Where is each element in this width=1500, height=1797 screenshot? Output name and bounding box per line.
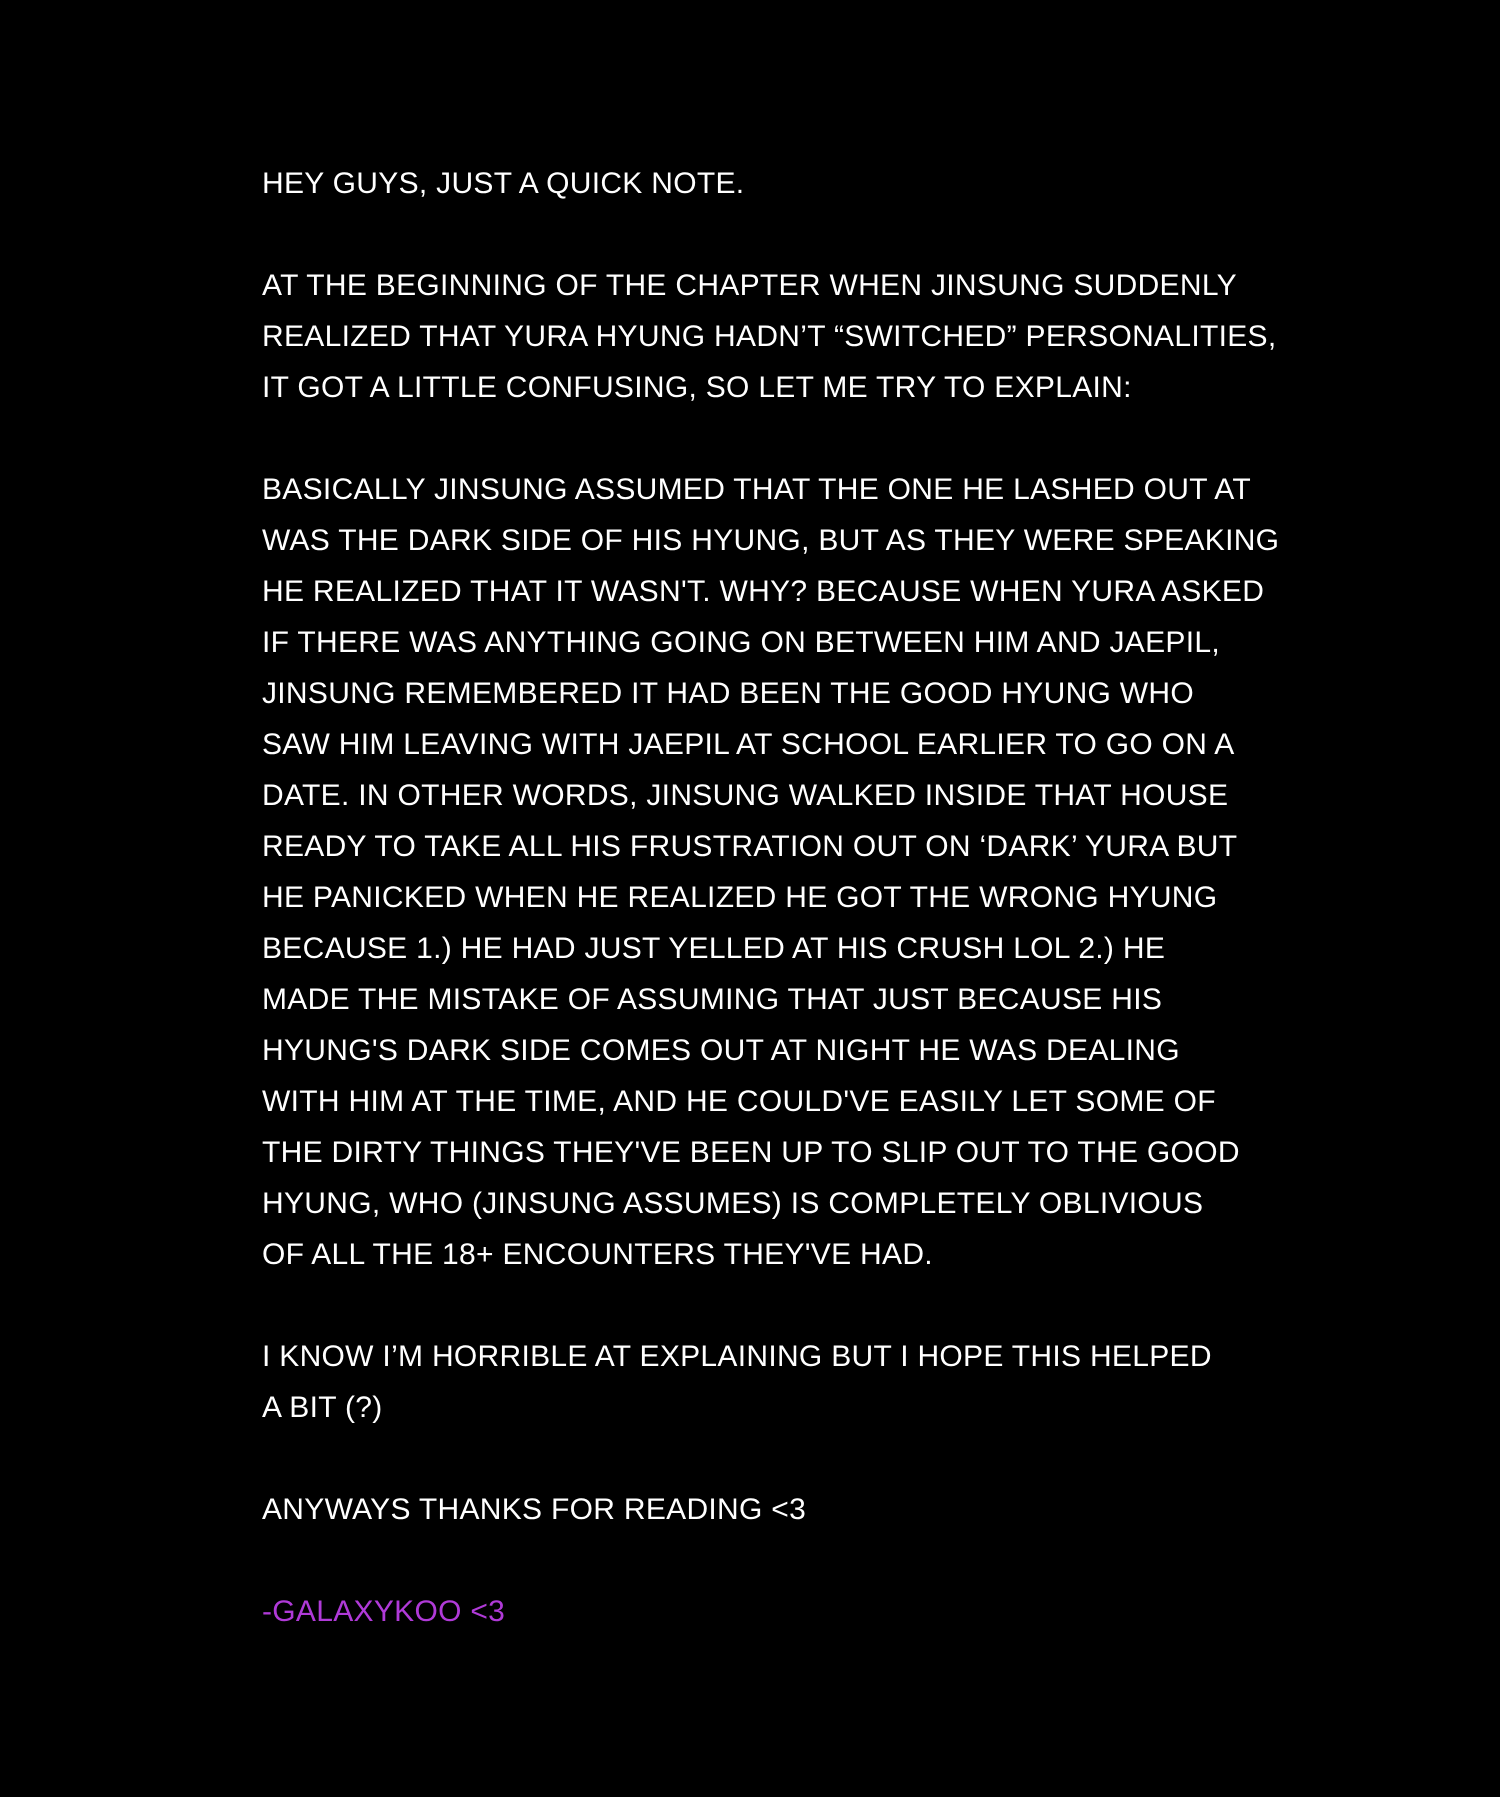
greeting-line: HEY GUYS, JUST A QUICK NOTE. [262, 167, 745, 200]
paragraph2-line: IF THERE WAS ANYTHING GOING ON BETWEEN HIM AND JAEPIL, [262, 626, 1220, 659]
paragraph2-line: BECAUSE 1.) HE HAD JUST YELLED AT HIS CRUSH LOL 2.) HE [262, 932, 1166, 965]
paragraph2-line: JINSUNG REMEMBERED IT HAD BEEN THE GOOD HYUNG WHO [262, 677, 1195, 710]
paragraph-gap [262, 1433, 1302, 1484]
paragraph2-line: WITH HIM AT THE TIME, AND HE COULD'VE EASILY LET SOME OF [262, 1085, 1216, 1118]
paragraph2-line: THE DIRTY THINGS THEY'VE BEEN UP TO SLIP OUT TO THE GOOD [262, 1136, 1240, 1169]
paragraph-gap [262, 1280, 1302, 1331]
paragraph2-line: HE PANICKED WHEN HE REALIZED HE GOT THE WRONG HYUNG [262, 881, 1218, 914]
paragraph2-line: HYUNG'S DARK SIDE COMES OUT AT NIGHT HE WAS DEALING [262, 1034, 1180, 1067]
paragraph1-line: AT THE BEGINNING OF THE CHAPTER WHEN JINSUNG SUDDENLY [262, 269, 1237, 302]
paragraph2-line: OF ALL THE 18+ ENCOUNTERS THEY'VE HAD. [262, 1238, 933, 1271]
paragraph3-line: I KNOW I’M HORRIBLE AT EXPLAINING BUT I HOPE THIS HELPED [262, 1340, 1212, 1373]
paragraph2-line: BASICALLY JINSUNG ASSUMED THAT THE ONE HE LASHED OUT AT [262, 473, 1251, 506]
paragraph2-line: SAW HIM LEAVING WITH JAEPIL AT SCHOOL EARLIER TO GO ON A [262, 728, 1235, 761]
paragraph3-line: A BIT (?) [262, 1391, 383, 1424]
author-signature: -GALAXYKOO <3 [262, 1595, 506, 1628]
paragraph2-line: MADE THE MISTAKE OF ASSUMING THAT JUST BECAUSE HIS [262, 983, 1163, 1016]
paragraph-gap [262, 209, 1302, 260]
thanks-line: ANYWAYS THANKS FOR READING <3 [262, 1493, 807, 1526]
author-note [262, 158, 1302, 1637]
paragraph-gap [262, 1535, 1302, 1586]
paragraph2-line: HE REALIZED THAT IT WASN'T. WHY? BECAUSE WHEN YURA ASKED [262, 575, 1265, 608]
paragraph2-line: HYUNG, WHO (JINSUNG ASSUMES) IS COMPLETELY OBLIVIOUS [262, 1187, 1204, 1220]
paragraph1-line: REALIZED THAT YURA HYUNG HADN’T “SWITCHED” PERSONALITIES, [262, 320, 1277, 353]
paragraph2-line: DATE. IN OTHER WORDS, JINSUNG WALKED INSIDE THAT HOUSE [262, 779, 1229, 812]
paragraph-gap [262, 413, 1302, 464]
paragraph2-line: WAS THE DARK SIDE OF HIS HYUNG, BUT AS THEY WERE SPEAKING [262, 524, 1280, 557]
paragraph2-line: READY TO TAKE ALL HIS FRUSTRATION OUT ON ‘DARK’ YURA BUT [262, 830, 1238, 863]
paragraph1-line: IT GOT A LITTLE CONFUSING, SO LET ME TRY TO EXPLAIN: [262, 371, 1132, 404]
